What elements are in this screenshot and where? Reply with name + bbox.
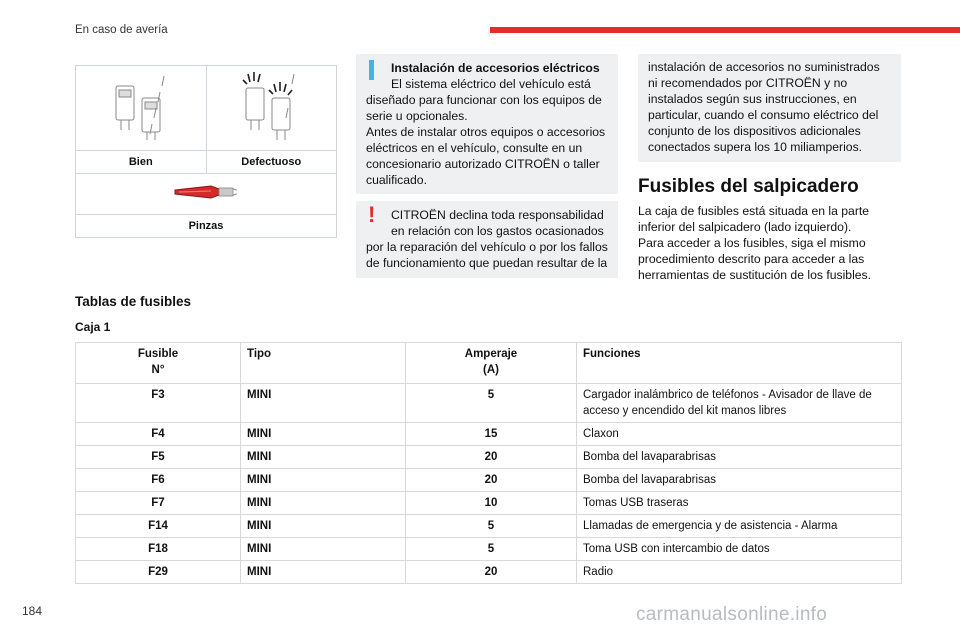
box-heading: Caja 1 (75, 320, 111, 334)
table-row (76, 469, 902, 492)
fuse-number: F14 (76, 515, 241, 538)
fuse-table-header (76, 343, 902, 384)
continued-box (638, 54, 901, 162)
fuse-number: F18 (76, 538, 241, 561)
fuse-function: Toma USB con intercambio de datos (577, 538, 902, 561)
table-row (76, 446, 902, 469)
fuse-table (75, 342, 902, 584)
fuse-amperage: 15 (406, 423, 577, 446)
fuse-type: MINI (241, 384, 406, 423)
fuse-function: Bomba del lavaparabrisas (577, 469, 902, 492)
pliers-label: Pinzas (76, 215, 337, 238)
fuse-amperage: 5 (406, 384, 577, 423)
col-functions: Funciones (577, 343, 902, 384)
fuse-number: F3 (76, 384, 241, 423)
bad-fuse-image (206, 66, 337, 151)
fuse-type: MINI (241, 446, 406, 469)
dashboard-p1: La caja de fusibles está situada en la parte inferior del salpicadero (lado izquierdo). (638, 204, 870, 234)
info-icon (369, 64, 374, 80)
fuse-function: Cargador inalámbrico de teléfonos - Avisador de llave de acceso y encendido del kit manos libres (577, 384, 902, 423)
warning-box (356, 201, 618, 278)
table-row (76, 384, 902, 423)
warning-text-1: CITROËN declina toda responsabilidad en relación con los gastos ocasionados (391, 208, 604, 238)
fuse-function: Claxon (577, 423, 902, 446)
dashboard-fuses-text (638, 203, 893, 283)
fuse-type: MINI (241, 423, 406, 446)
dashboard-fuses-title: Fusibles del salpicadero (638, 176, 859, 197)
fuse-number: F7 (76, 492, 241, 515)
fuse-number: F4 (76, 423, 241, 446)
col-type: Tipo (241, 343, 406, 384)
good-label: Bien (76, 151, 207, 174)
info-box (356, 54, 618, 194)
fuse-amperage: 10 (406, 492, 577, 515)
good-fuse-image (76, 66, 207, 151)
col-fuse: Fusible N° (76, 343, 241, 384)
fuse-number: F5 (76, 446, 241, 469)
fuse-function: Bomba del lavaparabrisas (577, 446, 902, 469)
info-text-1: El sistema eléctrico del vehículo está (391, 77, 591, 91)
info-text-3: Antes de instalar otros equipos o accesorios eléctricos en el vehículo, consulte en un concesionario autorizado CITROËN o taller cualificado. (366, 125, 606, 187)
continued-text: instalación de accesorios no suministrados ni recomendados por CITROËN y no instalados según sus instrucciones, en particular, cuando el consumo eléctrico del conjunto de los dispositivos adicionales conectados supera los 10 miliamperios. (648, 60, 880, 154)
fuse-type: MINI (241, 538, 406, 561)
dashboard-p2: Para acceder a los fusibles, siga el mismo procedimiento descrito para acceder a las herramientas de sustitución de los fusibles. (638, 236, 872, 282)
page-number: 184 (22, 604, 43, 618)
fuse-number: F29 (76, 561, 241, 584)
fuse-type: MINI (241, 515, 406, 538)
fuse-type: MINI (241, 492, 406, 515)
fuse-figure (75, 65, 337, 238)
pliers-image (76, 174, 337, 215)
fuse-amperage: 20 (406, 561, 577, 584)
fuse-amperage: 5 (406, 515, 577, 538)
fuse-number: F6 (76, 469, 241, 492)
fuse-function: Tomas USB traseras (577, 492, 902, 515)
watermark: carmanualsonline.info (636, 604, 828, 625)
table-row (76, 423, 902, 446)
table-row (76, 492, 902, 515)
table-row (76, 515, 902, 538)
info-text-2: diseñado para funcionar con los equipos de serie u opcionales. (366, 93, 602, 123)
fuse-amperage: 20 (406, 469, 577, 492)
fuse-type: MINI (241, 561, 406, 584)
fuse-type: MINI (241, 469, 406, 492)
header-accent-bar (490, 27, 960, 33)
col-amp: Amperaje (A) (406, 343, 577, 384)
fuse-function: Radio (577, 561, 902, 584)
warning-icon: ! (368, 202, 376, 227)
bad-label: Defectuoso (206, 151, 337, 174)
table-row (76, 561, 902, 584)
info-title: Instalación de accesorios eléctricos (391, 61, 600, 75)
fuse-amperage: 20 (406, 446, 577, 469)
section-header: En caso de avería (75, 24, 168, 36)
fuse-function: Llamadas de emergencia y de asistencia - Alarma (577, 515, 902, 538)
warning-text-2: por la reparación del vehículo o por los fallos de funcionamiento que puedan resultar de la (366, 240, 608, 270)
tables-heading: Tablas de fusibles (75, 294, 192, 309)
fuse-amperage: 5 (406, 538, 577, 561)
table-row (76, 538, 902, 561)
info-icon-dot (369, 60, 374, 64)
